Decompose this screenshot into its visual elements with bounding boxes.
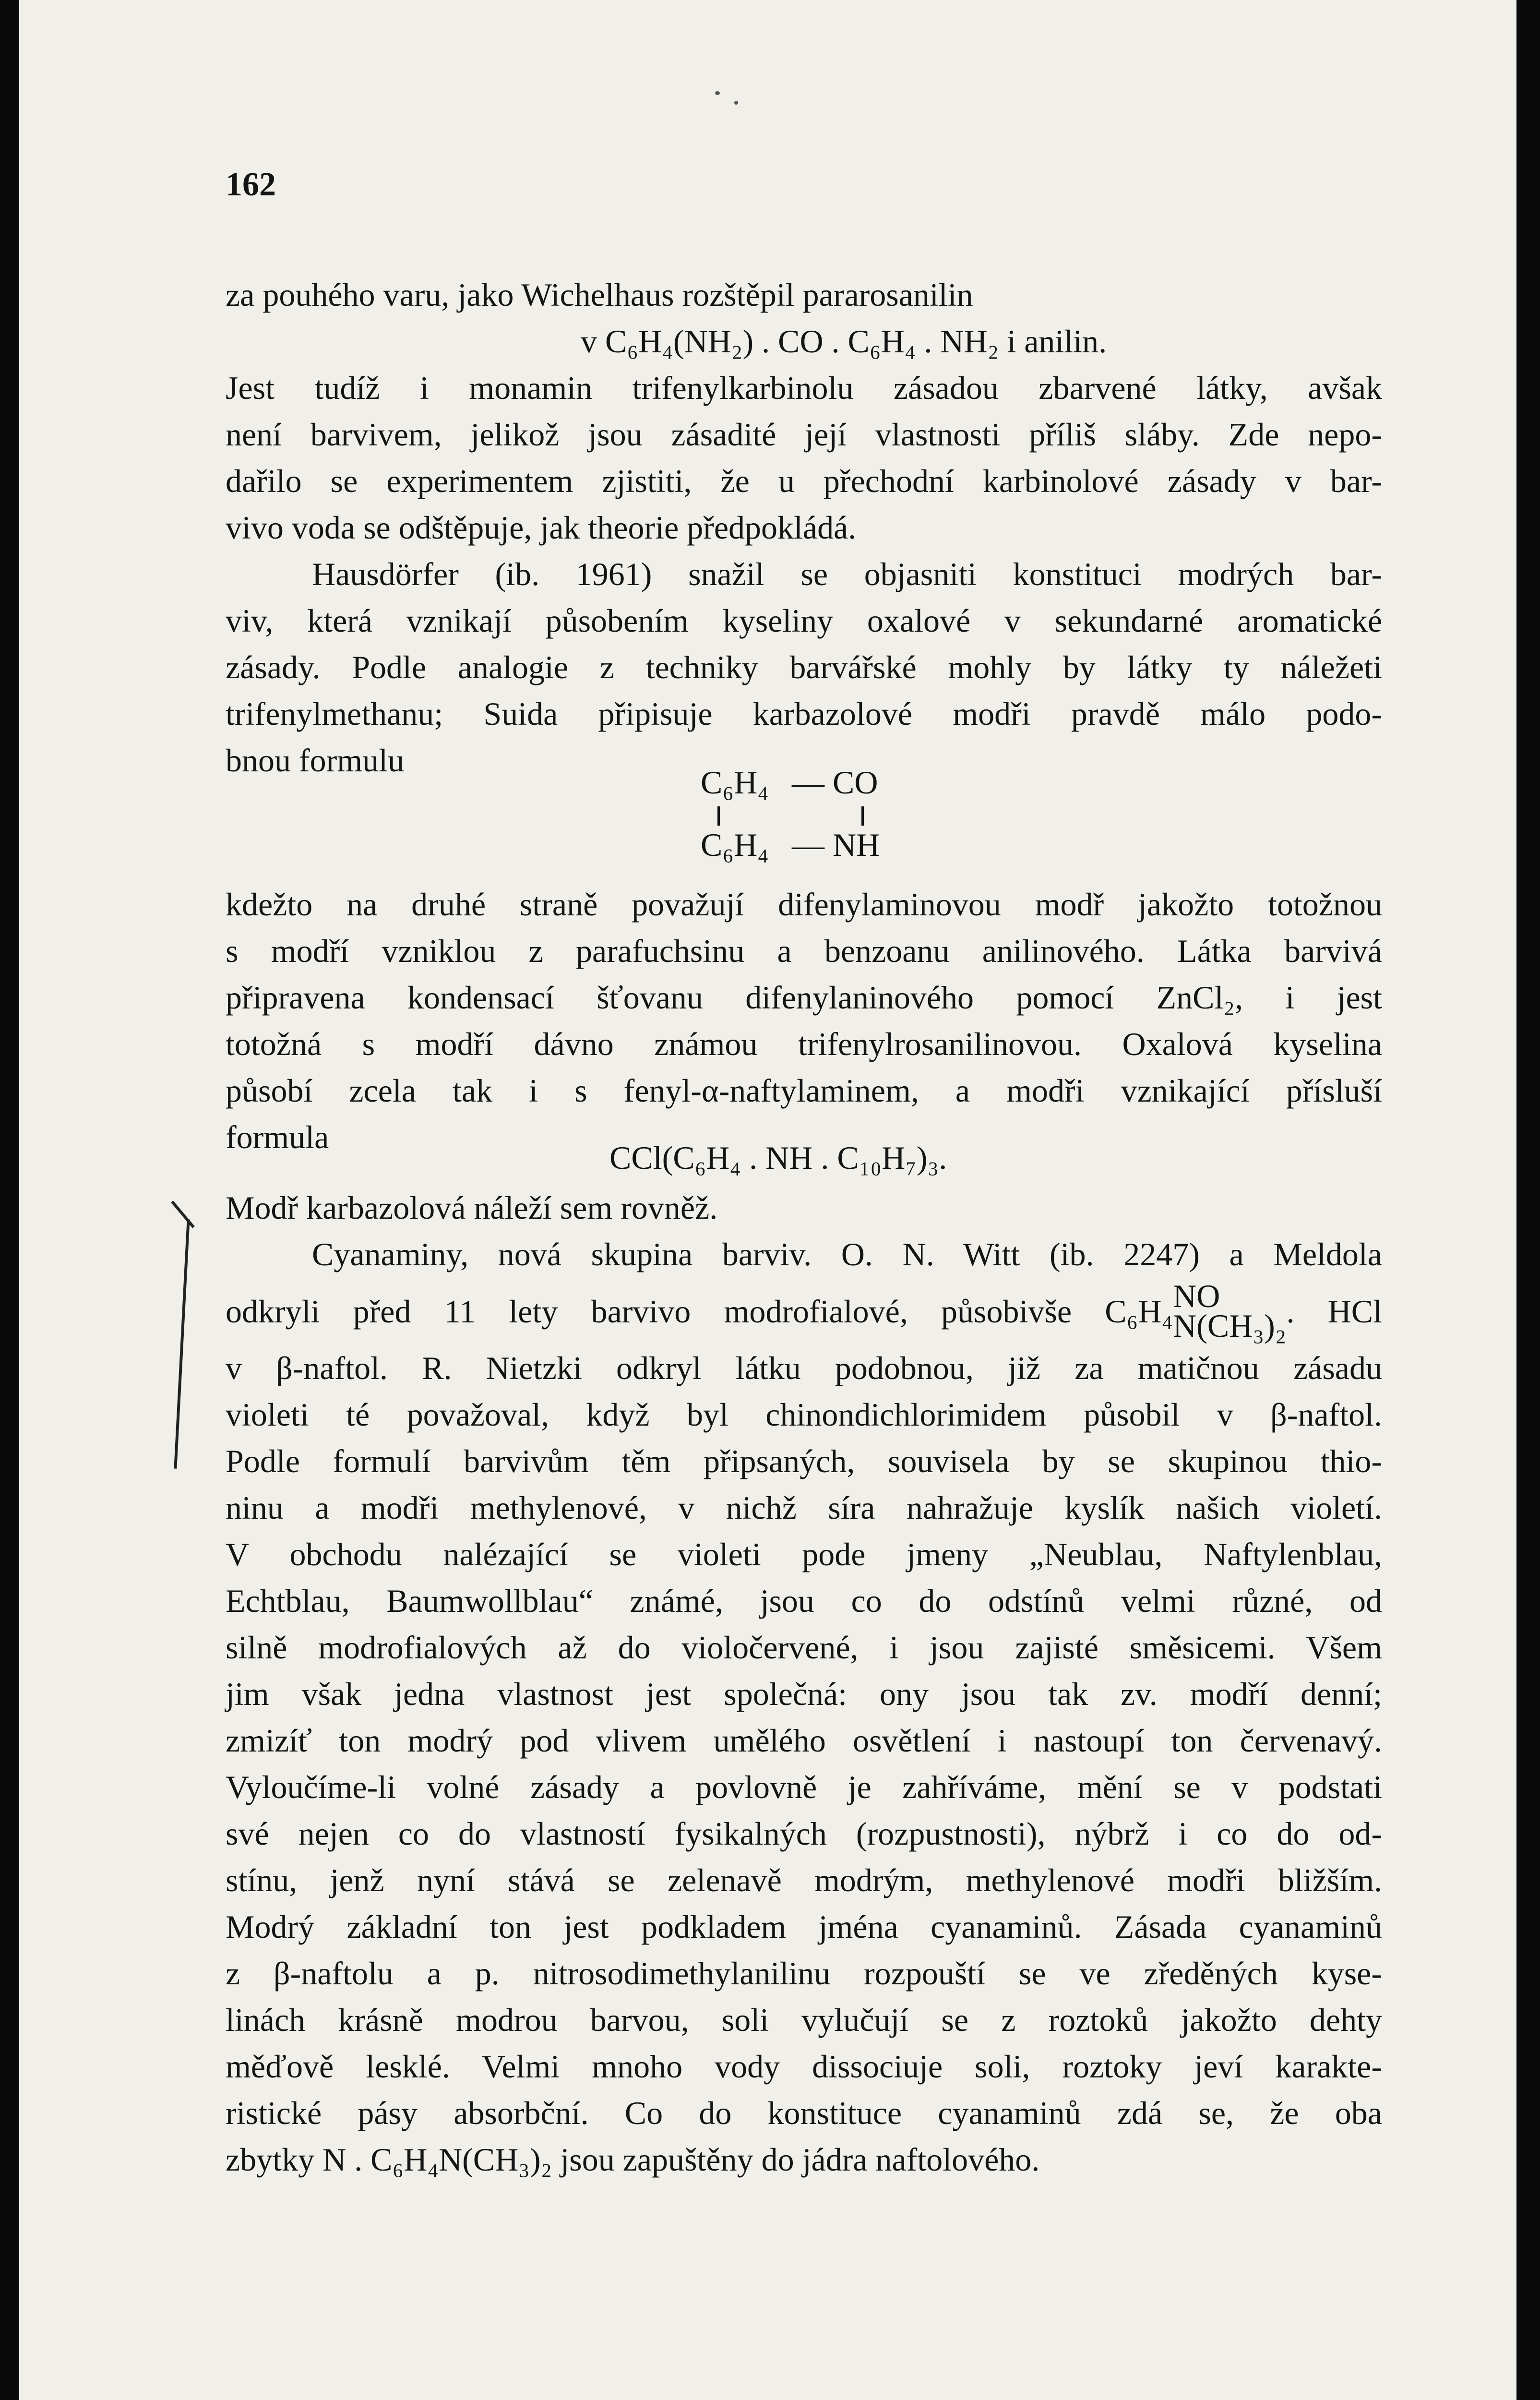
text-line: Podle formulí barvivům těm připsaných, souvisela by se skupinou thio- [226, 1443, 1382, 1479]
text-line: připravena kondensací šťovanu difenylaninového pomocí ZnCl₂, i jest [226, 979, 1382, 1016]
page-speck [734, 101, 738, 105]
formula-top-group: — CO [792, 764, 878, 801]
formula-fraction [1173, 1278, 1287, 1344]
text-line: Vyloučíme-li volné zásady a povlovně je zahříváme, mění se v podstati [226, 1769, 1382, 1805]
text-line: z β-naftolu a p. nitrosodimethylanilinu rozpouští se ve zředěných kyse- [226, 1955, 1382, 1992]
paragraph-5 [226, 1231, 1382, 2183]
text-line: silně modrofialových až do violočervené, i jsou zajisté směsicemi. Všem [226, 1629, 1382, 1666]
formula-bottom-ring: C₆H₄ [701, 827, 769, 863]
text-line: dařilo se experimentem zjistiti, že u přechodní karbinolové zásady v bar- [226, 463, 1382, 499]
text-line: v β-naftol. R. Nietzki odkryl látku podobnou, již za matičnou zásadu [226, 1350, 1382, 1386]
text-line: Echtblau, Baumwollblau“ známé, jsou co do odstínů velmi různé, od [226, 1583, 1382, 1619]
text-line: Jest tudíž i monamin trifenylkarbinolu zásadou zbarvené látky, avšak [226, 370, 1382, 406]
text-line: své nejen co do vlastností fysikalných (rozpustnosti), nýbrž i co do od- [226, 1815, 1382, 1852]
text-line: totožná s modří dávno známou trifenylrosanilinovou. Oxalová kyselina [226, 1026, 1382, 1062]
margin-pencil-mark [171, 1200, 195, 1228]
text-line-with-formula [226, 1278, 1382, 1345]
text-line: zásady. Podle analogie z techniky barvářské mohly by látky ty náležeti [226, 649, 1382, 685]
text-line: formula [226, 1119, 329, 1155]
text-line: s modří vzniklou z parafuchsinu a benzoanu anilinového. Látka barvivá [226, 933, 1382, 969]
paragraph-4 [226, 1185, 1382, 1231]
text-segment: odkryli před 11 lety barvivo modrofialové, působivše C₆H₄ [226, 1293, 1173, 1330]
paragraph-3 [226, 881, 1382, 1161]
page-number: 162 [226, 166, 276, 203]
text-line: v C₆H₄(NH₂) . CO . C₆H₄ . NH₂ i anilin. [581, 323, 1107, 360]
paragraph-1 [226, 272, 1382, 551]
fraction-bottom: N(CH₃)₂ [1173, 1308, 1287, 1344]
text-line: zbytky N . C₆H₄N(CH₃)₂ jsou zapuštěny do jádra naftolového. [226, 2141, 1040, 2178]
text-line: stínu, jenž nyní stává se zelenavě modrým, methylenové modři bližším. [226, 1862, 1382, 1898]
formula-bottom-group: — NH [792, 827, 880, 863]
formula-2: CCl(C₆H₄ . NH . C₁₀H₇)₃. [609, 1140, 947, 1176]
text-line: jim však jedna vlastnost jest společná: ony jsou tak zv. modří denní; [226, 1676, 1382, 1712]
text-line: Modř karbazolová náleží sem rovněž. [226, 1189, 718, 1226]
text-line: není barvivem, jelikož jsou zásadité její vlastnosti příliš sláby. Zde nepo- [226, 416, 1382, 453]
text-line: zmizíť ton modrý pod vlivem umělého osvětlení i nastoupí ton červenavý. [226, 1722, 1382, 1759]
text-line: linách krásně modrou barvou, soli vylučují se z roztoků jakožto dehty [226, 2002, 1382, 2038]
formula-bond [717, 806, 720, 826]
fraction-top: NO [1173, 1278, 1220, 1315]
text-line: Modrý základní ton jest podkladem jména cyanaminů. Zásada cyanaminů [226, 1908, 1382, 1945]
formula-top-ring: C₆H₄ [701, 764, 769, 801]
text-line: kdežto na druhé straně považují difenylaminovou modř jakožto totožnou [226, 886, 1382, 923]
formula-bond [861, 806, 864, 826]
text-line: trifenylmethanu; Suida připisuje karbazolové modři pravdě málo podo- [226, 696, 1382, 732]
book-page [19, 0, 1516, 2400]
text-line: V obchodu nalézající se violeti pode jmeny „Neublau, Naftylenblau, [226, 1536, 1382, 1572]
text-line: ninu a modři methylenové, v nichž síra nahražuje kyslík našich violetí. [226, 1489, 1382, 1526]
paragraph-2 [226, 551, 1382, 784]
text-line: violeti té považoval, když byl chinondichlorimidem působil v β-naftol. [226, 1396, 1382, 1433]
text-line: Cyanaminy, nová skupina barviv. O. N. Witt (ib. 2247) a Meldola [312, 1236, 1382, 1272]
text-line: působí zcela tak i s fenyl-α-naftylaminem, a modři vznikající přísluší [226, 1072, 1382, 1109]
text-line: měďově lesklé. Velmi mnoho vody dissociuje soli, roztoky jeví karakte- [226, 2048, 1382, 2085]
margin-pencil-mark [174, 1219, 190, 1469]
text-segment: . HCl [1286, 1293, 1383, 1330]
text-line: ristické pásy absorbční. Co do konstituce cyanaminů zdá se, že oba [226, 2095, 1382, 2131]
page-speck [715, 91, 720, 95]
text-line: vivo voda se odštěpuje, jak theorie předpokládá. [226, 509, 857, 546]
text-line: bnou formulu [226, 742, 405, 779]
text-line: za pouhého varu, jako Wichelhaus rozštěpil pararosanilin [226, 276, 973, 313]
text-line: Hausdörfer (ib. 1961) snažil se objasniti konstituci modrých bar- [312, 556, 1382, 592]
text-line: viv, která vznikají působením kyseliny oxalové v sekundarné aromatické [226, 602, 1382, 639]
